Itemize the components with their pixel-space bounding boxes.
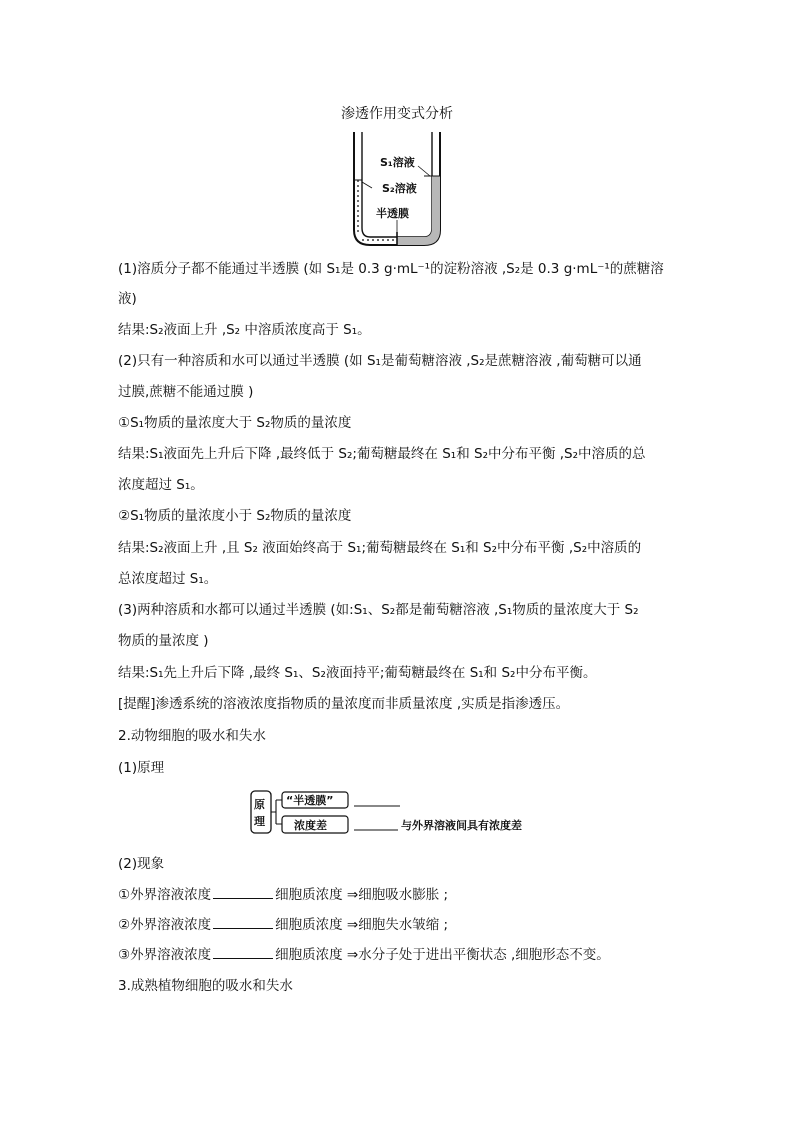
section-3-heading: 3.成熟植物细胞的吸水和失水 — [118, 978, 293, 994]
section-title: 渗透作用变式分析 — [341, 106, 453, 122]
concentration-difference-label: 浓度差 — [294, 819, 327, 832]
phenomenon-item-3 — [118, 945, 610, 965]
phenomenon-item-1 — [118, 885, 448, 905]
text-line-15: [提醒]渗透系统的溶液浓度指物质的量浓度而非质量浓度 ,实质是指渗透压。 — [118, 696, 570, 712]
text-line-13: 物质的量浓度 ) — [118, 633, 209, 649]
text-line-12: (3)两种溶质和水都可以通过半透膜 (如:S₁、S₂都是葡萄糖溶液 ,S₁物质的量浓度大于 S₂ — [118, 602, 639, 618]
outside-solution-label: 与外界溶液间具有浓度差 — [401, 819, 522, 832]
phenomenon-3-suffix: 细胞质浓度 ⇒水分子处于进出平衡状态 ,细胞形态不变。 — [275, 947, 610, 963]
phenomenon-item-2 — [118, 915, 448, 935]
answer-blank-1[interactable] — [213, 886, 273, 899]
principle-label-bottom: 理 — [254, 815, 265, 828]
text-line-3: 结果:S₂液面上升 ,S₂ 中溶质浓度高于 S₁。 — [118, 322, 371, 338]
answer-blank-3[interactable] — [213, 946, 273, 959]
text-line-11: 总浓度超过 S₁。 — [118, 571, 218, 587]
answer-blank-2[interactable] — [213, 916, 273, 929]
membrane-label: 半透膜 — [376, 207, 409, 220]
text-line-8: 浓度超过 S₁。 — [118, 477, 204, 493]
semipermeable-membrane-label: “半透膜” — [286, 794, 334, 807]
phenomenon-2-suffix: 细胞质浓度 ⇒细胞失水皱缩 ; — [275, 917, 449, 933]
text-line-10: 结果:S₂液面上升 ,且 S₂ 液面始终高于 S₁;葡萄糖最终在 S₁和 S₂中分布平衡 ,S₂中溶质的 — [118, 540, 642, 556]
s1-solution-label: S₁溶液 — [380, 156, 415, 169]
text-line-9: ②S₁物质的量浓度小于 S₂物质的量浓度 — [118, 508, 352, 524]
text-line-1: (1)溶质分子都不能通过半透膜 (如 S₁是 0.3 g·mL⁻¹的淀粉溶液 ,S₂是 0.3 g·mL⁻¹的蔗糖溶 — [118, 261, 664, 277]
s2-solution-label: S₂溶液 — [382, 182, 417, 195]
text-line-5: 过膜,蔗糖不能通过膜 ) — [118, 384, 254, 400]
text-line-14: 结果:S₁先上升后下降 ,最终 S₁、S₂液面持平;葡萄糖最终在 S₁和 S₂中分布平衡。 — [118, 665, 597, 681]
text-line-2: 液) — [118, 291, 137, 307]
text-line-16: 2.动物细胞的吸水和失水 — [118, 728, 266, 744]
phenomenon-heading: (2)现象 — [118, 856, 165, 872]
phenomenon-1-suffix: 细胞质浓度 ⇒细胞吸水膨胀 ; — [275, 887, 449, 903]
text-line-6: ①S₁物质的量浓度大于 S₂物质的量浓度 — [118, 415, 352, 431]
text-line-17: (1)原理 — [118, 760, 165, 776]
phenomenon-3-prefix: ③外界溶液浓度 — [118, 947, 212, 963]
principle-label-top: 原 — [254, 798, 265, 811]
osmosis-u-tube-figure — [340, 128, 470, 250]
principle-diagram — [250, 788, 550, 838]
text-line-4: (2)只有一种溶质和水可以通过半透膜 (如 S₁是葡萄糖溶液 ,S₂是蔗糖溶液 ,葡萄糖可以通 — [118, 353, 642, 369]
text-line-7: 结果:S₁液面先上升后下降 ,最终低于 S₂;葡萄糖最终在 S₁和 S₂中分布平衡 ,S₂中溶质的总 — [118, 446, 646, 462]
phenomenon-1-prefix: ①外界溶液浓度 — [118, 887, 212, 903]
phenomenon-2-prefix: ②外界溶液浓度 — [118, 917, 212, 933]
